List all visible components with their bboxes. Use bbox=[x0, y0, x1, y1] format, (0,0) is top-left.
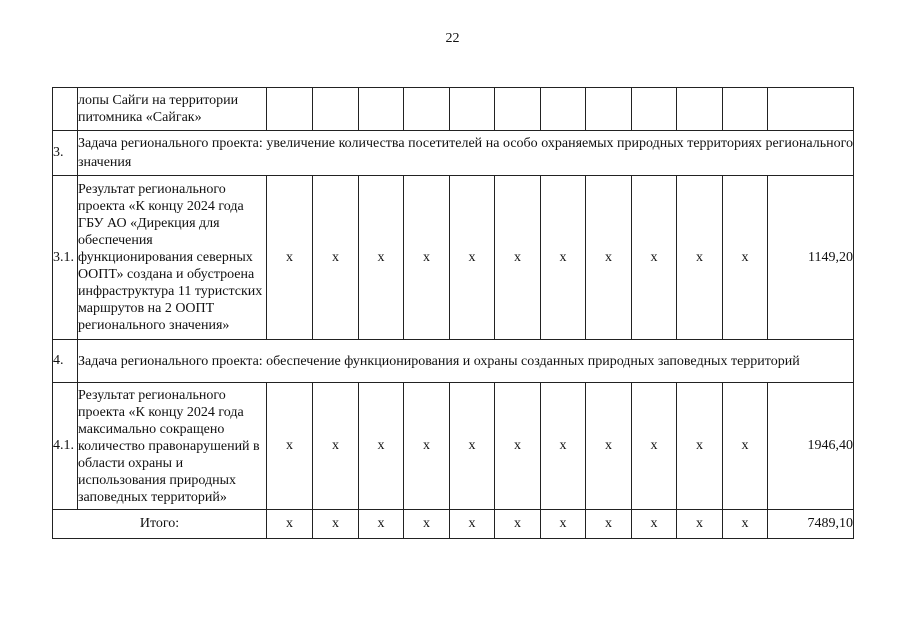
mark-cell: х bbox=[267, 383, 313, 510]
mark-cell: х bbox=[267, 176, 313, 340]
mark-cell: х bbox=[359, 510, 404, 539]
mark-cell: х bbox=[313, 383, 359, 510]
mark-cell: х bbox=[723, 510, 768, 539]
mark-cell: х bbox=[541, 176, 586, 340]
mark-cell: х bbox=[723, 383, 768, 510]
mark-cell: х bbox=[586, 383, 632, 510]
row-name: лопы Сайги на территории питомника «Сайгак» bbox=[78, 88, 267, 131]
table-row bbox=[53, 510, 854, 539]
mark-cell: х bbox=[632, 383, 677, 510]
mark-cell: х bbox=[313, 510, 359, 539]
table-row bbox=[53, 176, 854, 340]
mark-cell: х bbox=[723, 176, 768, 340]
task-text: Задача регионального проекта: увеличение количества посетителей на особо охраняемых природных территориях регионального значения bbox=[78, 131, 854, 176]
mark-cell: х bbox=[495, 176, 541, 340]
mark-cell: х bbox=[404, 510, 450, 539]
mark-cell: х bbox=[313, 176, 359, 340]
mark-cell: х bbox=[359, 176, 404, 340]
mark-cell: х bbox=[450, 510, 495, 539]
cell-num-empty bbox=[53, 88, 78, 131]
table-row bbox=[53, 340, 854, 383]
mark-cell: х bbox=[586, 510, 632, 539]
total-label: Итого: bbox=[53, 510, 267, 539]
mark-cell: х bbox=[495, 510, 541, 539]
grand-total-cell: 7489,10 bbox=[768, 510, 854, 539]
mark-cell: х bbox=[541, 510, 586, 539]
row-number: 4. bbox=[53, 340, 78, 383]
page-number: 22 bbox=[445, 31, 460, 46]
row-number: 4.1. bbox=[53, 383, 78, 510]
mark-cell: х bbox=[541, 383, 586, 510]
total-cell: 1946,40 bbox=[768, 383, 854, 510]
mark-cell: х bbox=[632, 510, 677, 539]
table-row bbox=[53, 383, 854, 510]
mark-cell: х bbox=[586, 176, 632, 340]
mark-cell: х bbox=[677, 510, 723, 539]
mark-cell: х bbox=[450, 176, 495, 340]
budget-table bbox=[52, 87, 854, 539]
mark-cell: х bbox=[677, 176, 723, 340]
mark-cell: х bbox=[404, 176, 450, 340]
result-text: Результат регионального проекта «К концу 2024 года ГБУ АО «Дирекция для обеспечения функционирования северных ООПТ» создана и обустроена инфраструктура 11 туристских маршрутов на 2 ООПТ регионального значения» bbox=[78, 176, 267, 340]
mark-cell: х bbox=[267, 510, 313, 539]
row-number: 3. bbox=[53, 131, 78, 176]
row-number: 3.1. bbox=[53, 176, 78, 340]
mark-cell: х bbox=[450, 383, 495, 510]
task-text: Задача регионального проекта: обеспечение функционирования и охраны созданных природных заповедных территорий bbox=[78, 340, 854, 383]
mark-cell: х bbox=[404, 383, 450, 510]
mark-cell: х bbox=[495, 383, 541, 510]
mark-cell: х bbox=[677, 383, 723, 510]
mark-cell: х bbox=[359, 383, 404, 510]
mark-cell: х bbox=[632, 176, 677, 340]
result-text: Результат регионального проекта «К концу 2024 года максимально сокращено количество правонарушений в области охраны и использования природных заповедных территорий» bbox=[78, 383, 267, 510]
table-row bbox=[53, 88, 854, 131]
total-cell: 1149,20 bbox=[768, 176, 854, 340]
table-row bbox=[53, 131, 854, 176]
